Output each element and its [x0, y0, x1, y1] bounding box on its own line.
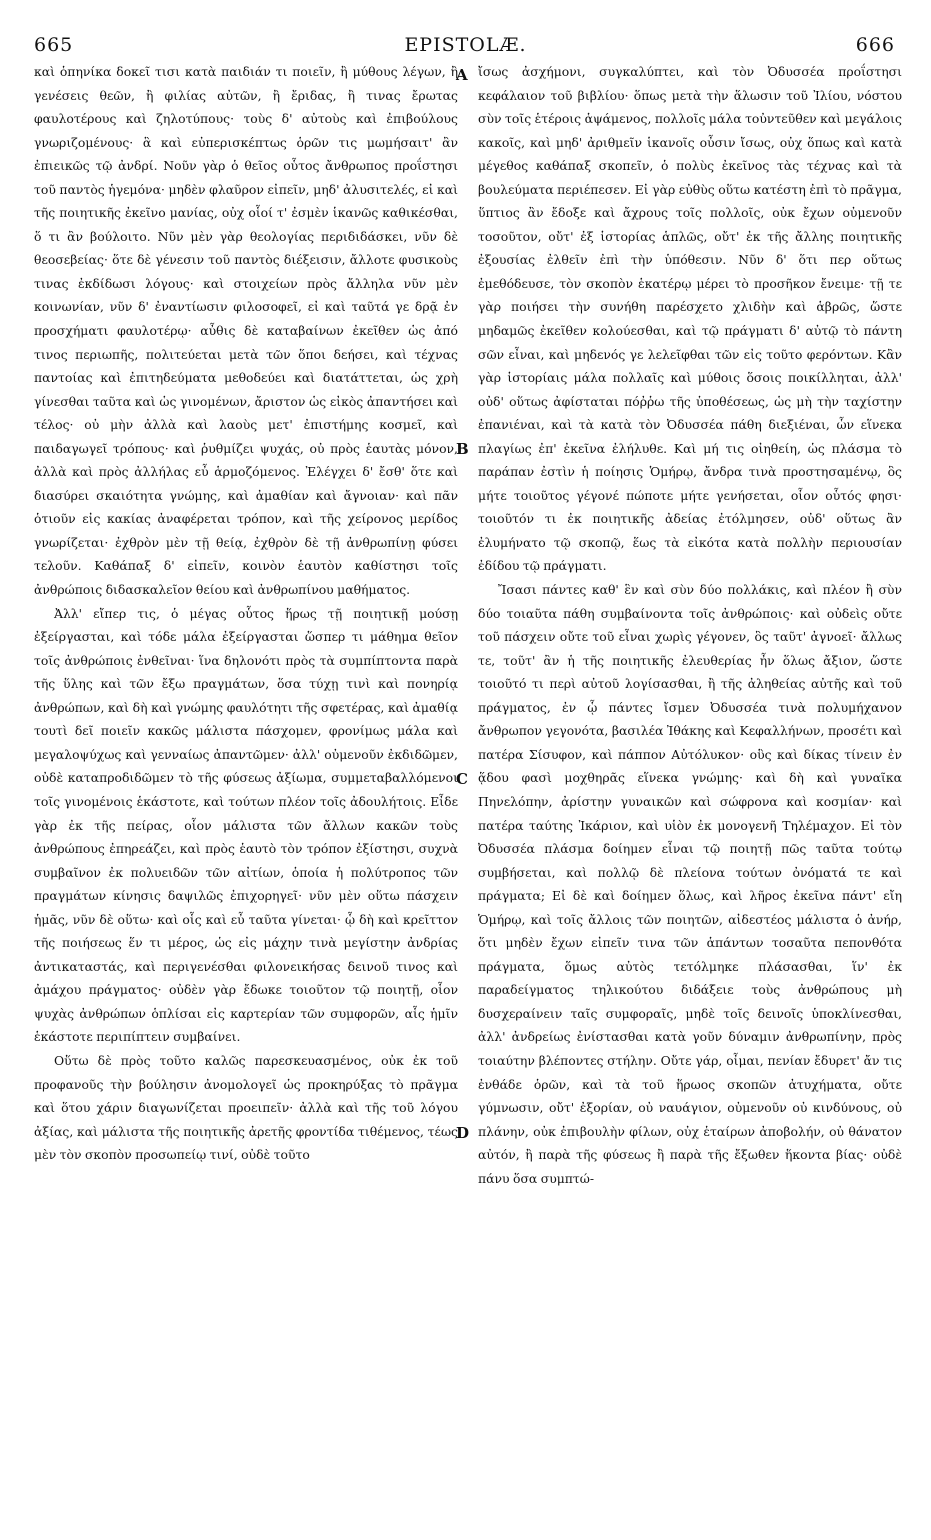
- page-number-left: 665: [34, 34, 74, 56]
- running-title: EPISTOLÆ.: [404, 34, 527, 56]
- margin-marker-d: D: [456, 1124, 470, 1142]
- right-column: [478, 60, 902, 1190]
- margin-marker-b: B: [456, 440, 469, 458]
- left-paragraph-3: Οὕτω δὲ πρὸς τοῦτο καλῶς παρεσκευασμένος, οὐκ ἐκ τοῦ προφανοῦς τὴν βούλησιν ἀνομολογεῖ ὡς προκηρύξας τὸ πρᾶγμα καὶ ὅτου χάριν διαγωνίζεται προειπεῖν· ἀλλὰ καὶ τῆς τοῦ λόγου ἀξίας, καὶ μάλιστα τῆς ποιητικῆς ἀρετῆς φροντίδα τιθέμενος, τέως μὲν τὸν σκοπὸν προσωπείῳ τινί, οὐδὲ τοῦτο: [34, 1052, 458, 1163]
- left-paragraph-1: καὶ ὁπηνίκα δοκεῖ τισι κατὰ παιδιάν τι ποιεῖν, ἢ μύθους λέγων, ἢ γενέσεις θεῶν, ἢ φιλίας αὐτῶν, ἢ ἔριδας, ἢ τινας ἔρωτας φαυλοτέρους καὶ ζηλοτύπους· τοὺς δ' αὐτοὺς καὶ ἐπιβούλους γνωριζομένους· ἃ καὶ εὐπερισκέπτως ὁρῶν τις μωμήσαιτ' ἂν ἐπιεικῶς τῷ ἀνδρί. Νοῦν γὰρ ὁ θεῖος οὗτος ἄνθρωπος προΐστησι τοῦ παντὸς ἡγεμόνα· μηδὲν φλαῦρον εἰπεῖν, μηδ' ἀλυσιτελές, εἰ καὶ τῆς ποιητικῆς ἐκεῖνο μανίας, οὐχ οἷοί τ' ἐσμὲν ἱκανῶς καθικέσθαι, ὅ τι ἂν βούλοιτο. Νῦν μὲν γὰρ θεολογίας περιδιδάσκει, νῦν δὲ θεοσεβείας· ὅτε δὲ γένεσιν τοῦ παντὸς διέξεισιν, ἄλλοτε φυσικοὺς τινας ἐκδίδωσι λόγους· καὶ στοιχείων πρὸς ἄλληλα νῦν μὲν κοινωνίαν, νῦν δ' ἐναντίωσιν φιλοσοφεῖ, εἰ καὶ ταῦτά γε δρᾷ ἐν προσχήματι φαυλοτέρῳ· αὖθις δὲ καταβαίνων ἐκεῖθεν ὡς ἀπό τινος περιωπῆς, πολιτεύεται μετὰ τῶν ὅποι δεήσει, καὶ τέχνας παντοίας καὶ ἐπιτηδεύματα μεθοδεύει καὶ διατάττεται, ὡς χρὴ γίνεσθαι ταῦτα καὶ ὡς γινομένων, ἄριστον ὡς εἰκὸς ἀπαντήσει καὶ τέλος· οὐ μὴν ἀλλὰ καὶ λαοὺς μετ' ἐπιστήμης κοσμεῖ, καὶ παιδαγωγεῖ τρόπους· καὶ ῥυθμίζει ψυχάς, οὐ πρὸς ἑαυτὰς μόνον, ἀλλὰ καὶ πρὸς ἀλλήλας εὖ ἁρμοζόμενος. Ἐλέγχει δ' ἔσθ' ὅτε καὶ διασύρει σκαιότητα γνώμης, καὶ ἀμαθίαν καὶ ἄγνοιαν· καὶ πᾶν ὁτιοῦν εἰς κακίας ἀναφέρεται τρόπον, καὶ τῆς χείρονος μερίδος γνωρίζεται· ἐχθρὸν μὲν τῇ θείᾳ, ἐχθρὸν δὲ τῇ ἀνθρωπίνῃ φύσει τελοῦν. Καθάπαξ δ' εἰπεῖν, κοινὸν ἑαυτὸν καθίστησι τοῖς ἀνθρώποις διδασκαλεῖον θείου καὶ ἀνθρωπίνου μαθήματος.: [34, 64, 458, 598]
- margin-marker-a: A: [456, 66, 468, 84]
- page-number-right: 666: [855, 34, 895, 56]
- right-paragraph-2: Ἴσασι πάντες καθ' ἓν καὶ σὺν δύο πολλάκις, καὶ πλέον ἢ σὺν δύο τοιαῦτα πάθη συμβαίνοντα τοῖς ἀνθρώποις· καὶ οὐδεὶς οὔτε τοῦ πάσχειν οὔτε τοῦ εἶναι χωρὶς γέγονεν, ὃς ταῦτ' ἀγνοεῖ· ἄλλως τε, τοῦτ' ἂν ἡ τῆς ποιητικῆς ἐλευθερίας ἦν ὅλως ἄξιον, ὥστε τοιοῦτό τι περὶ αὐτοῦ λογίσασθαι, ἢ τῆς ἀληθείας αὐτῆς καὶ τοῦ πράγματος, ἐν ᾧ πάντες ἴσμεν Ὀδυσσέα τινὰ πολυμήχανον ἄνθρωπον γεγονότα, βασιλέα Ἰθάκης καὶ Κεφαλλήνων, προσέτι καὶ πατέρα Σίσυφον, καὶ πάππον Αὐτόλυκον· οὓς καὶ δίκας τίνειν ἐν ᾅδου φασὶ μοχθηρᾶς εἵνεκα γνώμης· καὶ δὴ καὶ γυναῖκα Πηνελόπην, ἀρίστην γυναικῶν καὶ σώφρονα καὶ κοσμίαν· καὶ πατέρα ταύτης Ἰκάριον, καὶ υἱὸν ἐκ μονογενῆ Τηλέμαχον. Εἰ τὸν Ὀδυσσέα πλάσμα δοίημεν εἶναι τῷ ποιητῇ πῶς ταῦτα τούτῳ συμβήσεται, καὶ πολλῷ δὲ πλείονα τούτων ὀνόματά τε καὶ πράγματα; Εἰ δὲ καὶ δοίημεν ὅλως, καὶ λῆρος ἐκεῖνα πάντ' εἴη Ὁμήρῳ, καὶ τοῖς ἄλλοις τῶν ποιητῶν, αἰδεστέος μάλιστα ὁ ἀνήρ, ὅτι μηδὲν ἔχων εἰπεῖν τινα τῶν ἁπάντων τοσαῦτα πεπονθότα πράγματα, ὅμως αὐτὸς τετόλμηκε πλάσασθαι, ἵν' ἐκ παραδείγματος τηλικούτου διδάξειε τοὺς ἀνθρώπους μὴ δυσχεραίνειν ταῖς συμφοραῖς, μηδὲ τοῖς δεινοῖς ὑποκλίνεσθαι, ἀλλ' ἀνδρείως ἐνίστασθαι κατὰ γοῦν δύναμιν ἀνθρωπίνην, πρὸς τοιαύτην βλέποντες στήλην. Οὔτε γάρ, οἶμαι, πενίαν ἔδυρετ' ἄν τις ἐνθάδε ὁρῶν, καὶ τὰ τοῦ ἥρωος σκοπῶν ἀτυχήματα, οὔτε γύμνωσιν, οὔτ' ἐξορίαν, οὐ ναυάγιον, οὐμενοῦν οὐ κινδύνους, οὐ πλάνην, οὐκ ἐπιβουλὴν φίλων, οὐχ ἑταίρων ἀποβολήν, οὐ θάνατον αὐτόν, ἢ παρὰ τῆς φύσεως ἢ παρὰ τῆς ἔξωθεν ἥκοντα βίας· οὐδὲ πάνυ ὅσα συμπτώ-: [478, 582, 902, 1186]
- right-paragraph-1: ἴσως ἀσχήμονι, συγκαλύπτει, καὶ τὸν Ὀδυσσέα προΐστησι κεφάλαιον τοῦ βιβλίου· ὅπως μετὰ τὴν ἅλωσιν τοῦ Ἰλίου, νόστου σὺν τοῖς ἑτέροις ἁψάμενος, πολλοῖς μάλα τοὐντεῦθεν καὶ μεγάλοις κακοῖς, καὶ μηδ' ἀριθμεῖν ἱκανοῖς οὖσιν ἴσως, οὐχ ὅπως καὶ κατὰ μέγεθος καθάπαξ σκοπεῖν, ὁ πολὺς ἐκεῖνος τὰς τέχνας καὶ τὰ βουλεύματα περιέπεσεν. Εἰ γὰρ εὐθὺς οὕτω κατέστη ἐπὶ τὸ πρᾶγμα, ὕπτιος ἂν ἔδοξε καὶ ἄχρους τοῖς πολλοῖς, οὐκ ἔχων οὐμενοῦν τοσοῦτον, οὔτ' ἐξ ἱστορίας ἁπλῶς, οὔτ' ἐκ τῆς ἄλλης ποιητικῆς ἐξουσίας ἐλθεῖν ἐπὶ τὴν ὑπόθεσιν. Νῦν δ' ὅτι περ οὕτως ἐμεθόδευσε, τὸν σκοπὸν ἑκατέρῳ μέρει τὸ προσῆκον ἔνειμε· τῇ τε γὰρ ποιήσει τὴν συνήθη παρέσχετο χλιδὴν καὶ ἁβρῶς, ὥστε μηδαμῶς ἐκεῖθεν κολούεσθαι, καὶ τῷ πράγματι δ' αὐτῷ τὸ πάντη σῶν εἶναι, καὶ μηδενός γε λελεῖφθαι τῶν εἰς τοῦτο φερόντων. Κἂν γὰρ ἱστορίαις μάλα πολλαῖς καὶ μύθοις ὅσοις ποικίλληται, ἀλλ' οὐδ' οὕτως ἀφίσταται πόῤῥω τῆς ὑποθέσεως, ὡς μὴ τὴν ταχίστην ἐπανιέναι, καὶ τὰ κατὰ τὸν Ὀδυσσέα πάθη διεξιέναι, ὧν εἵνεκα πλαγίως ἐπ' ἐκεῖνα ἐλήλυθε. Καὶ μή τις οἰηθείη, ὡς πλάσμα τὸ παράπαν ἐστὶν ἡ ποίησις Ὁμήρῳ, ἄνδρα τινὰ προστησαμένῳ, ὃς μήτε τοιοῦτος γέγονέ πώποτε μήτε γενήσεται, οἷον οὗτός φησι· τοιοῦτόν τι ἐκ ποιητικῆς ἀδείας ἐτόλμησεν, οὐδ' οὕτως ἂν ἐλυμήνατο τῷ σκοπῷ, ἕως τὰ εἰκότα κατὰ πολλὴν περιουσίαν ἐδίδου τῷ πράγματι.: [478, 64, 902, 574]
- left-paragraph-2: Ἀλλ' εἴπερ τις, ὁ μέγας οὗτος ἥρως τῇ ποιητικῇ μούσῃ ἐξείργασται, καὶ τόδε μάλα ἐξείργασται ὥσπερ τι μάθημα θεῖον τοῖς ἀνθρώποις ἐνθεῖναι· ἵνα δηλονότι πρὸς τὰ συμπίπτοντα παρὰ τῆς ὕλης καὶ τῶν ἔξω πραγμάτων, ὅσα τύχῃ τινὶ καὶ πονηρίᾳ ἀνθρώπων, καὶ δὴ καὶ γνώμης φαυλότητι τῆς σφετέρας, καὶ ἀμαθίᾳ τουτὶ δεῖ ποιεῖν κακῶς μάλιστα πάσχομεν, φρονίμως μάλα καὶ μεγαλοψύχως καὶ γενναίως ἀπαντῶμεν· ἀλλ' οὐμενοῦν ἐκδιδῶμεν, οὐδὲ καταπροδιδῶμεν τὸ τῆς φύσεως ἀξίωμα, συμμεταβαλλόμενοι τοῖς γινομένοις ἑκάστοτε, καὶ τούτων πλέον τοῖς ἀδουλήτοις. Εἶδε γὰρ ἐκ τῆς πείρας, οἷον μάλιστα τῶν ἄλλων κακῶν τοὺς ἀνθρώπους ἐπηρεάζει, καὶ πρὸς ἑαυτὸ τὸν τρόπον ἐξίστησι, συχνὰ συμβαῖνον ἐκ πολυειδῶν τῶν αἰτίων, ὁποία ἡ πολύτροπος τῶν πραγμάτων κίνησις δαψιλῶς ἐπιχορηγεῖ· νῦν μὲν οὕτω πάσχειν ἡμᾶς, νῦν δὲ οὕτω· καὶ οἷς καὶ εὖ ταῦτα γίνεται· ᾧ δὴ καὶ κρεῖττον τῆς ποιήσεως ἕν τι μέρος, ὡς εἰς μάχην τινὰ μεγίστην ἀνδρίας ἀντικαταστάς, καὶ περιγενέσθαι φιλονεικήσας δεινοῦ τινος καὶ ἀμάχου πράγματος· οὐδὲν γὰρ ἔδωκε τοιοῦτον τῷ ποιητῇ, οἷον ψυχὰς ἀνθρώπων ὁπλίσαι εἰς καρτερίαν τῶν συμφορῶν, αἷς ἡμῖν ἑκάστοτε περιπίπτειν συμβαίνει.: [34, 605, 458, 1045]
- margin-marker-c: C: [456, 770, 468, 788]
- left-column: [34, 60, 458, 1167]
